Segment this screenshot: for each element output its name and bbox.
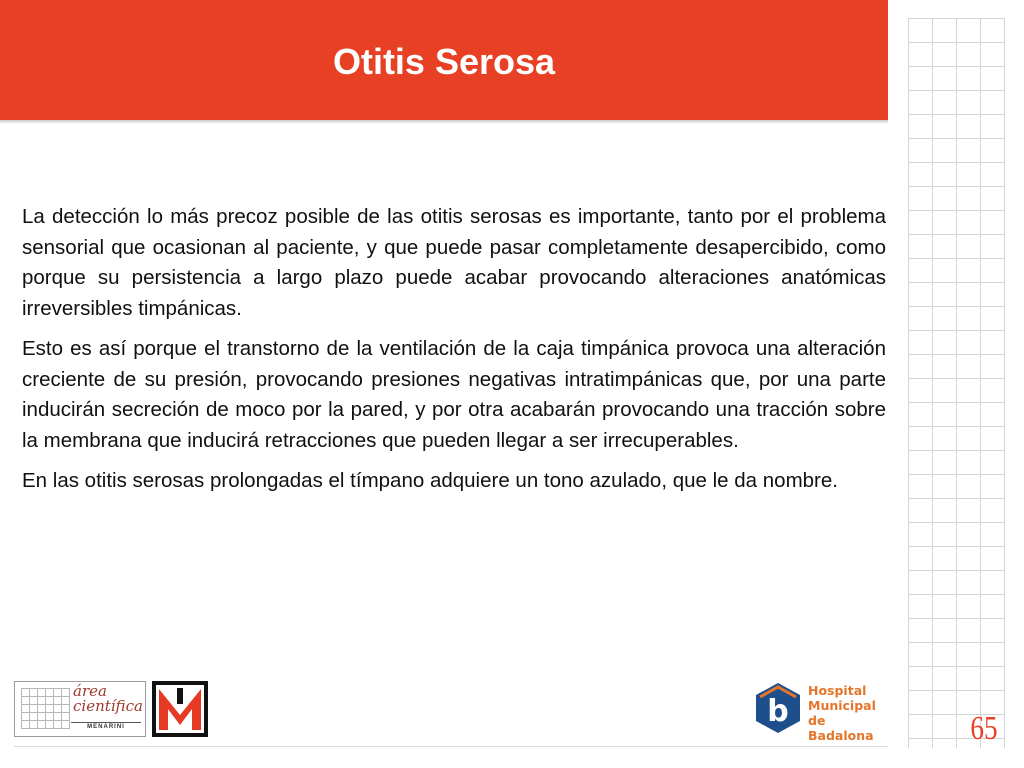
cientifica-word: científica — [73, 697, 143, 715]
area-word: área — [73, 682, 107, 700]
paragraph-1: La detección lo más precoz posible de las otitis serosas es importante, tanto por el problema sensorial que ocasionan al paciente, y que puede pasar completamente desapercibido, como porque su persistencia a largo plazo puede acabar provocando alteraciones anatómicas irreversibles timpánicas. — [22, 205, 886, 320]
hospital-wordmark — [808, 683, 890, 743]
grid-icon — [21, 688, 70, 729]
menarini-logo — [152, 681, 208, 737]
area-menarini-label: MENARINI — [71, 722, 141, 733]
paragraph-2: Esto es así porque el transtorno de la ventilación de la caja timpánica provoca una alteración creciente de su presión, provocando presiones negativas intratimpánicas que, por una parte inducirán secreción de moco por la pared, y por otra acabarán provocando una tracción sobre la membrana que inducirá retracciones que pueden llegar a ser irrecuperables. — [22, 337, 886, 452]
hospital-line-2: Municipal — [808, 698, 876, 713]
decorative-grid — [908, 18, 1005, 748]
banner-shadow — [0, 120, 888, 124]
hospital-line-1: Hospital — [808, 683, 867, 698]
title-banner — [0, 0, 888, 120]
hospital-logo — [750, 681, 890, 743]
area-cientifica-logo — [14, 681, 146, 737]
svg-text:b: b — [767, 694, 789, 729]
menarini-m-icon — [156, 685, 204, 733]
area-cientifica-wordmark — [73, 684, 143, 714]
hospital-line-3: de Badalona — [808, 713, 874, 743]
slide-body — [22, 202, 886, 507]
hospital-b-icon — [750, 681, 804, 733]
page-number: 65 — [970, 710, 998, 747]
paragraph-3: En las otitis serosas prolongadas el tímpano adquiere un tono azulado, que le da nombre. — [22, 469, 838, 492]
footer-divider — [14, 746, 888, 747]
slide-title: Otitis Serosa — [332, 41, 556, 82]
